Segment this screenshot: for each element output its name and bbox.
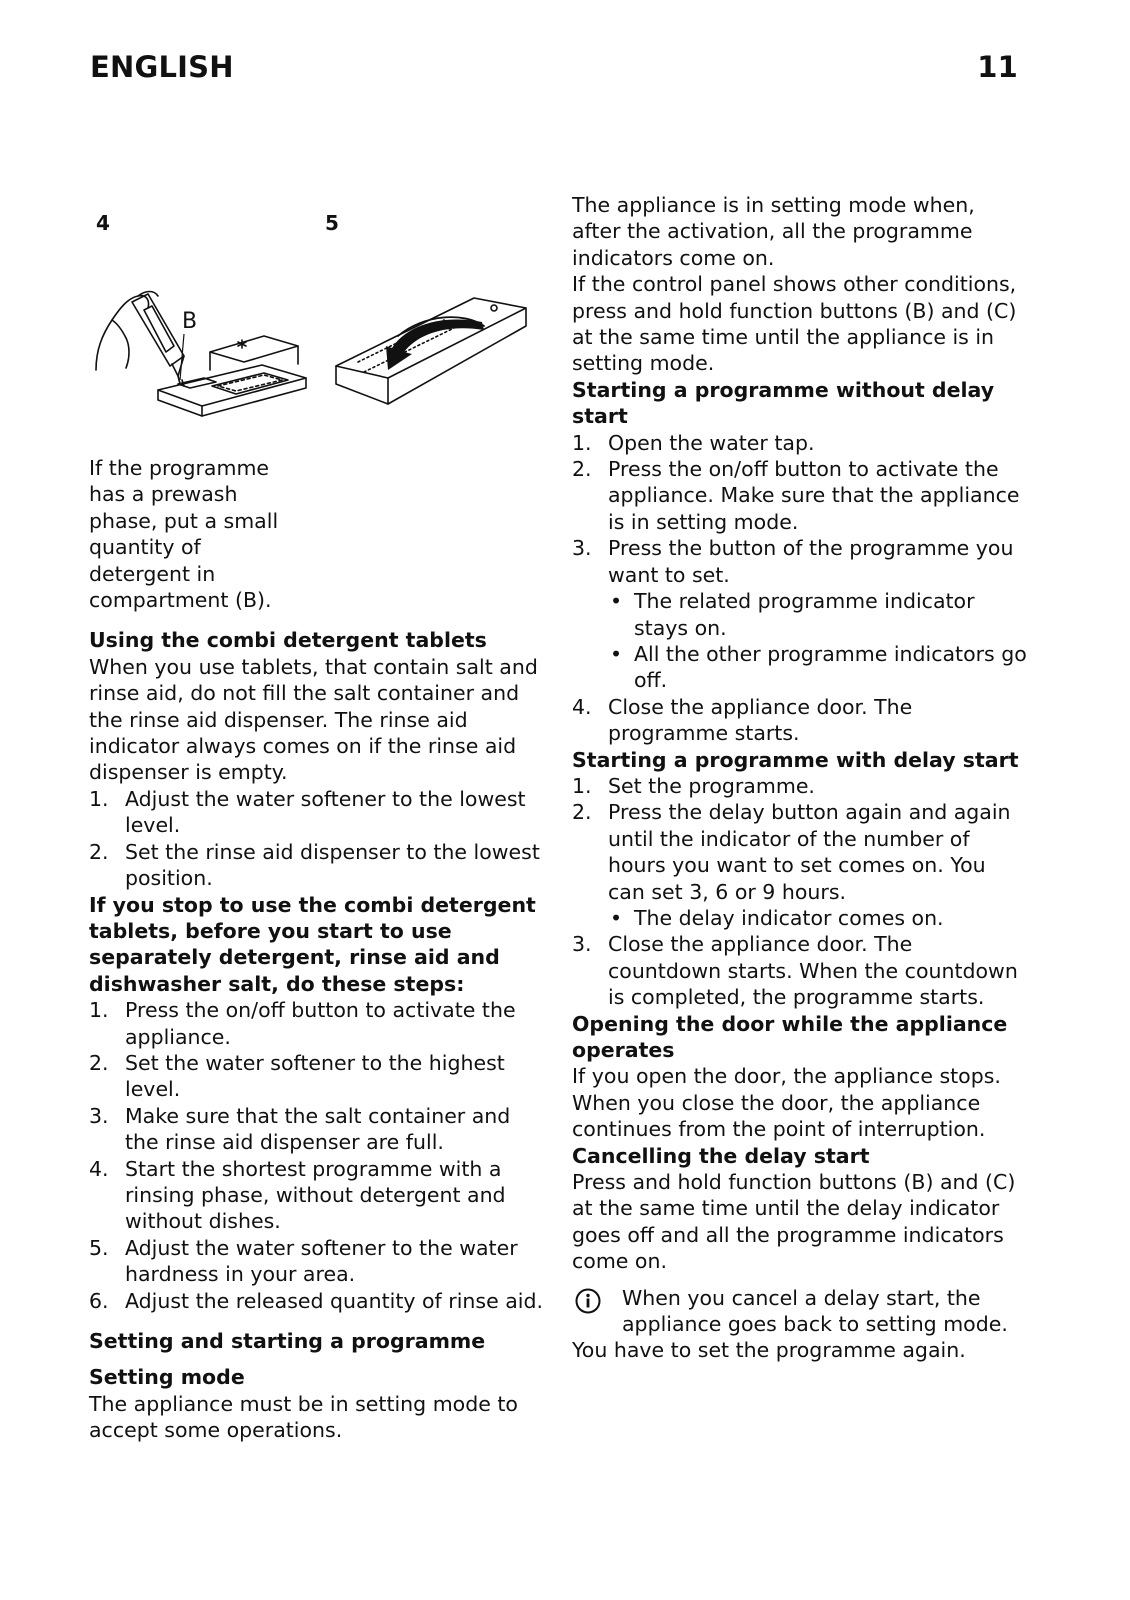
list-item: 5. Adjust the water softener to the water hardness in your area. <box>89 1235 518 1287</box>
bullet-item: • The related programme indicator stays on. <box>610 589 975 640</box>
door-open-text: If you open the door, the appliance stops. When you close the door, the appliance continues from the point of interruption. <box>572 1064 1001 1142</box>
bullet-item: • The delay indicator comes on. <box>610 905 944 930</box>
setting-mode-para-1: The appliance is in setting mode when, after the activation, all the programme indicators come on. <box>572 193 975 270</box>
callout-b-label: B <box>182 309 198 334</box>
figure-4-number: 4 <box>96 211 110 235</box>
right-column <box>572 192 1028 1364</box>
section-language: ENGLISH <box>90 50 234 84</box>
setting-mode-heading: Setting mode <box>89 1365 245 1390</box>
list-item: 2. Set the water softener to the highest level. <box>89 1050 505 1102</box>
list-item: 2. Press the delay button again and again until the indicator of the number of hours you want to set comes on. You can set 3, 6 or 9 hours. • The delay indicator comes on. <box>572 799 1028 931</box>
delay-steps-list <box>572 773 1028 1011</box>
combi-tablets-intro: When you use tablets, that contain salt and rinse aid, do not fill the salt container and the rinse aid dispenser. The rinse aid indicator always comes on if the rinse aid dispenser is empty. <box>89 654 538 785</box>
stop-tablets-heading: If you stop to use the combi detergent tablets, before you start to use separately detergent, rinse aid and dishwasher salt, do these steps: <box>89 892 536 996</box>
door-open-heading: Opening the door while the appliance operates <box>572 1011 1008 1062</box>
list-item: 1. Set the programme. <box>572 773 815 798</box>
left-column <box>89 455 543 1444</box>
page-number: 11 <box>977 50 1018 84</box>
list-item: 1. Adjust the water softener to the lowest level. <box>89 786 526 838</box>
list-item: 4. Close the appliance door. The programme starts. <box>572 694 913 746</box>
setting-mode-text: The appliance must be in setting mode to accept some operations. <box>89 1391 518 1443</box>
programme-indicator-bullets <box>608 588 1028 694</box>
combi-tablets-heading: Using the combi detergent tablets <box>89 628 487 653</box>
stop-steps-list <box>89 997 543 1314</box>
bullet-item: • All the other programme indicators go off. <box>610 641 1027 693</box>
info-note-text: When you cancel a delay start, the appliance goes back to setting mode. <box>622 1285 1008 1337</box>
list-item: 6. Adjust the released quantity of rinse aid. <box>89 1288 544 1313</box>
list-item: 2. Press the on/off button to activate the appliance. Make sure that the appliance is in setting mode. <box>572 457 1020 534</box>
combi-steps-list <box>89 786 543 892</box>
setting-mode-para-2: If the control panel shows other conditions, press and hold function buttons (B) and (C) at the same time until the appliance is in setting mode. <box>572 272 1017 376</box>
no-delay-heading: Starting a programme without delay start <box>572 377 995 429</box>
setting-programme-heading: Setting and starting a programme <box>89 1329 486 1353</box>
dispenser-lid-close-illustration <box>334 286 534 416</box>
prewash-note: If the programme has a prewash phase, put a small quantity of detergent in compartment (B). <box>89 456 279 613</box>
cancel-delay-heading: Cancelling the delay start <box>572 1143 870 1168</box>
list-item: 3. Close the appliance door. The countdown starts. When the countdown is completed, the programme starts. <box>572 932 1018 1010</box>
list-item: 4. Start the shortest programme with a rinsing phase, without detergent and without dishes. <box>89 1156 506 1234</box>
delay-indicator-bullets <box>608 905 1028 931</box>
detergent-pour-illustration <box>92 280 322 430</box>
info-after-text: You have to set the programme again. <box>572 1338 966 1363</box>
cancel-delay-text: Press and hold function buttons (B) and (C) at the same time until the delay indicator goes off and all the programme indicators come on. <box>572 1170 1016 1274</box>
info-icon <box>574 1287 602 1315</box>
list-item: 1. Press the on/off button to activate the appliance. <box>89 998 516 1049</box>
list-item: 1. Open the water tap. <box>572 430 815 455</box>
figure-5-number: 5 <box>325 211 339 235</box>
no-delay-steps-list <box>572 430 1028 747</box>
delay-heading: Starting a programme with delay start <box>572 747 1019 772</box>
list-item: 2. Set the rinse aid dispenser to the lowest position. <box>89 839 540 891</box>
list-item: 3. Make sure that the salt container and the rinse aid dispenser are full. <box>89 1103 511 1155</box>
list-item: 3. Press the button of the programme you want to set. • The related programme indicator stays on. • All the other programme indicators go off. <box>572 536 1027 693</box>
info-note <box>572 1285 1028 1338</box>
